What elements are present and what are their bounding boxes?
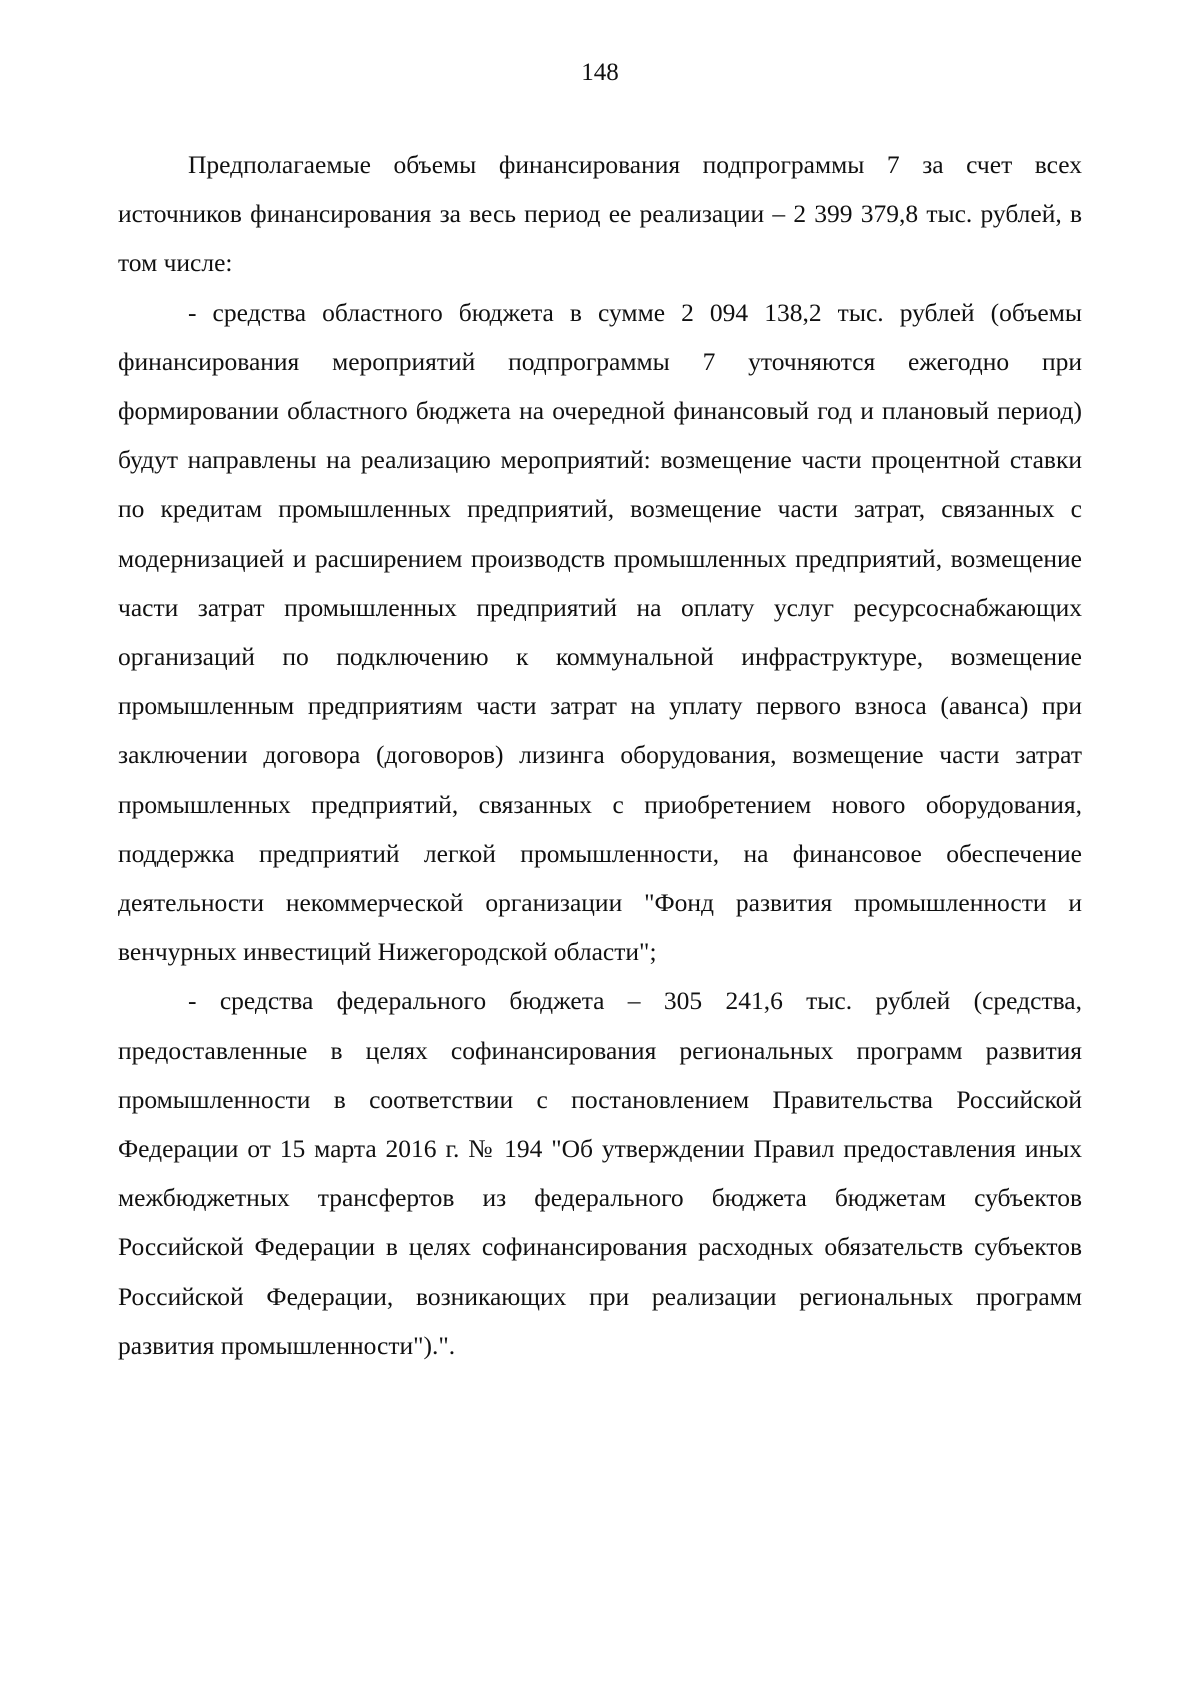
paragraph-regional-budget: - средства областного бюджета в сумме 2 094 138,2 тыс. рублей (объемы финансирования мероприятий подпрограммы 7 уточняются ежегодно при формировании областного бюджета на очередной финансовый год и плановый период) будут направлены на реализацию мероприятий: возмещение части процентной ставки по кредитам промышленных предприятий, возмещение части затрат, связанных с модернизацией и расширением производств промышленных предприятий, возмещение части затрат промышленных предприятий на оплату услуг ресурсоснабжающих организаций по подключению к коммунальной инфраструктуре, возмещение промышленным предприятиям части затрат на уплату первого взноса (аванса) при заключении договора (договоров) лизинга оборудования, возмещение части затрат промышленных предприятий, связанных с приобретением нового оборудования, поддержка предприятий легкой промышленности, на финансовое обеспечение деятельности некоммерческой организации "Фонд развития промышленности и венчурных инвестиций Нижегородской области"; [118,297,1082,967]
document-body [118,140,1082,1370]
paragraph-total-funding: Предполагаемые объемы финансирования подпрограммы 7 за счет всех источников финансирования за весь период ее реализации – 2 399 379,8 тыс. рублей, в том числе: [118,150,1082,278]
page-number: 148 [581,59,619,86]
paragraph-federal-budget: - средства федерального бюджета – 305 241,6 тыс. рублей (средства, предоставленные в целях софинансирования региональных программ развития промышленности в соответствии с постановлением Правительства Российской Федерации от 15 марта 2016 г. № 194 "Об утверждении Правил предоставления иных межбюджетных трансфертов из федерального бюджета бюджетам субъектов Российской Федерации в целях софинансирования расходных обязательств субъектов Российской Федерации, возникающих при реализации региональных программ развития промышленности").". [118,986,1082,1360]
